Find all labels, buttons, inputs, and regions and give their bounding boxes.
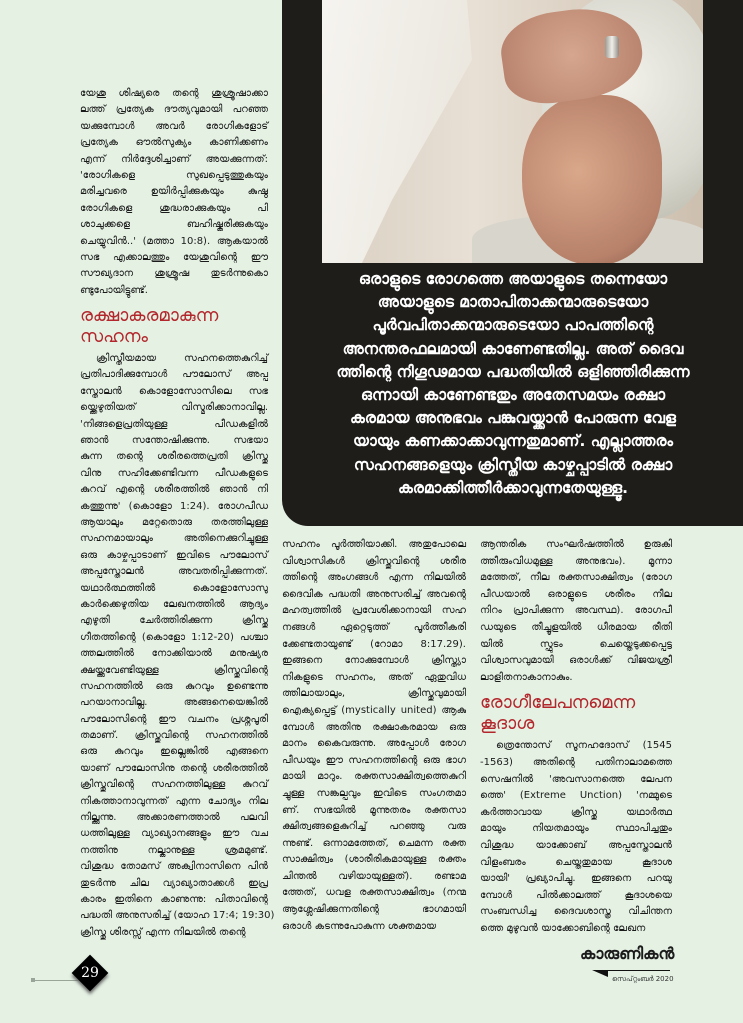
text-line: മത്തേത്, നീല രക്തസാക്ഷിത്വം (രോഗ — [480, 572, 672, 584]
text-line: ത്തെ' (Extreme Unction) 'നമ്മുടെ — [480, 790, 672, 802]
text-line: ത്തീരുംവിധമുള്ള അനുഭവം). മൂന്നാ — [480, 555, 672, 567]
text-line: യക്കുമ്പോൾ അവർ രോഗികളോട് — [80, 120, 268, 132]
text-line: പീഡയും ഈ സഹനത്തിന്റെ ഒരു ഭാഗ — [282, 754, 466, 766]
issue-date: സെപ്റ്റംബർ 2020 — [612, 975, 674, 983]
text-line: ദൈവിക പദ്ധതി അനുസരിച്ച് അവന്റെ — [282, 588, 466, 600]
text-line: ത്തിന്റെ അംഗങ്ങൾ എന്ന നിലയിൽ — [282, 572, 466, 584]
text-line: യാണ് പൗലോസിനു തന്റെ ശരീരത്തിൽ — [80, 762, 268, 774]
left-column — [80, 86, 275, 941]
heading-line: രക്ഷാകരമാകുന്ന — [80, 305, 219, 327]
text-line: സഹനം പൂർത്തിയാക്കി. അതുപോലെ — [282, 539, 466, 550]
anointing-photo — [322, 0, 703, 263]
text-line: മായി മാറും. രക്തസാക്ഷിത്വത്തെകുറി — [282, 771, 466, 783]
text-line: വിനു സഹിക്കേണ്ടിവന്ന പീഡകളുടെ — [80, 467, 268, 479]
text-line: ന്നുണ്ട്. ഒന്നാമത്തേത്, ചെമന്ന രക്ത — [282, 837, 466, 849]
quote-line: കരമാക്കിത്തീർക്കാവുന്നതേയുള്ളൂ. — [397, 478, 629, 497]
text-line: വിശുദ്ധ യാക്കോബ് അപ്പസ്തോലൻ — [480, 839, 672, 851]
quote-line: കരമായ അനുഭവം പങ്കുവയ്ക്കാൻ പോരുന്ന വേള — [350, 409, 676, 428]
text-line: 'നിങ്ങളെപ്രതിയുള്ള പീഡകളിൽ — [80, 418, 268, 430]
text-line: വിശുദ്ധ തോമസ് അക്വിനാസിനെ പിൻ — [80, 861, 268, 873]
text-line: ഒരാൾ കടന്നുപോകുന്ന ശക്തമായ — [282, 920, 437, 932]
text-line: രോഗികളെ ശുദ്ധരാക്കുകയും പി — [80, 202, 268, 214]
pull-quote — [290, 268, 736, 500]
text-line: നിറം പ്രാപിക്കുന്ന അവസ്ഥ). രോഗപീ — [480, 605, 672, 617]
quote-line: ഒരാളുടെ രോഗത്തെ അയാളുടെ തന്നെയോ — [358, 270, 668, 288]
heading-line: കൂദാശ — [480, 713, 535, 735]
text-line: യഥാർത്ഥത്തിൽ കൊളോസോസു — [80, 582, 268, 594]
text-line: സൗഖ്യദാന ശുശ്രൂഷ തുടർന്നുകൊ — [80, 268, 268, 280]
text-line: പദ്ധതി അനുസരിച്ച് (യോഹ 17:4; 19:30) — [80, 910, 275, 922]
text-line: പീഡയാൽ ഒരാളുടെ ശരീരം നീല — [480, 588, 672, 600]
quote-line: ത്തിന്റെ നിഗൂഢമായ പദ്ധതിയിൽ ഒളിഞ്ഞിരിക്കുന്ന — [336, 362, 690, 381]
left-intro — [80, 86, 268, 299]
text-line: ആയാലും മറ്റേതൊരു തരത്തിലുള്ള — [80, 516, 268, 528]
text-line: ശാചുക്കളെ ബഹിഷ്കരിക്കുകയും — [80, 219, 268, 231]
middle-body — [282, 537, 466, 935]
text-line: -1563) അതിന്റെ പതിനാലാമത്തെ — [480, 756, 672, 768]
text-line: ലത്ത് പ്രത്യേക ദൗത്യവുമായി പറഞ്ഞ — [80, 104, 268, 116]
text-line: ണ്ടുപോയിട്ടുണ്ട്. — [80, 284, 148, 296]
text-line: ഒരു കുറവും ഇല്ലെങ്കിൽ എങ്ങനെ — [80, 746, 268, 758]
page-number: 29 — [81, 965, 99, 981]
text-line: ണ്. സഭയിൽ മൂന്നുതരം രക്തസാ — [282, 804, 466, 816]
text-line: മായും നിയതമായും സ്ഥാപിച്ചതും — [480, 823, 672, 835]
text-line: ത്തെ മുഴുവൻ യാക്കോബിന്റെ ലേഖന — [480, 922, 646, 934]
quote-line: യായും കണക്കാക്കാവുന്നതുമാണ്. എല്ലാത്തരം — [353, 432, 673, 451]
text-line: ത്രെന്തോസ് സൂനഹദോസ് (1545 — [496, 740, 672, 752]
text-line: എഴുതി ചേർത്തിരിക്കുന്ന ക്രിസ്തു — [80, 615, 268, 627]
text-line: നത്തിനു നല്കാനുള്ള ശ്രമമുണ്ട്. — [80, 844, 268, 856]
text-line: കുന്ന തന്റെ ശരീരത്തെപ്രതി ക്രിസ്തു — [80, 451, 268, 463]
text-line: 'രോഗികളെ സുഖപ്പെടുത്തുകയും — [80, 169, 268, 181]
text-line: ത്തിലായാലും, ക്രിസ്തുവുമായി — [282, 688, 466, 700]
priest-robe — [322, 0, 472, 263]
text-line: ത്തേത്, ധവള രക്തസാക്ഷിത്വം (നന്മ — [282, 887, 466, 899]
text-line: പ്രതിപാദിക്കുമ്പോൾ പൗലോസ് അപ്പ — [80, 369, 268, 381]
text-line: കുറവ് എന്റെ ശരീരത്തിൽ ഞാൻ നി — [80, 484, 268, 496]
text-line: സെഷനിൽ 'അവസാനത്തെ ലേപന — [480, 773, 672, 785]
right-intro — [480, 537, 672, 686]
text-line: ക്ഷിത്വങ്ങളെകുറിച്ച് പറഞ്ഞു വരു — [282, 821, 466, 833]
text-line: കാർക്കെഴുതിയ ലേഖനത്തിൽ ആദ്യം — [80, 598, 268, 610]
ring — [605, 36, 619, 58]
text-line: സംബന്ധിച്ച ദൈവശാസ്ത്ര വിചിന്തന — [480, 906, 672, 918]
quote-line: അനന്തരഫലമായി കാണേണ്ടതില്ല. അത് ദൈവ — [342, 339, 684, 358]
text-line: ധത്തിലുള്ള വ്യാഖ്യാനങ്ങളും ഈ വച — [80, 828, 268, 840]
text-line: ഡയുടെ തീച്ചൂളയിൽ ധീരമായ രീതി — [480, 621, 672, 633]
text-line: മഹത്വത്തിൽ പ്രവേശിക്കാനായി സഹ — [282, 605, 466, 617]
text-line: മാനം കൈവരുന്നു. അപ്പോൾ രോഗ — [282, 738, 466, 750]
quote-line: അയാളുടെ മാതാപിതാക്കന്മാരുടെയോ — [377, 293, 649, 312]
text-line: നങ്ങൾ ഏറ്റെടുത്ത് പൂർത്തീകരി — [282, 621, 466, 633]
text-line: ചിന്തൽ വഴിയായുള്ളത്). രണ്ടാമ — [282, 870, 466, 882]
text-line: നികളുടെ സഹനം, അത് ഏതുവിധ — [282, 671, 466, 683]
heading-line: രോഗീലേപനമെന്ന — [480, 692, 636, 714]
text-line: വിശ്വാസികൾ ക്രിസ്തുവിന്റെ ശരീര — [282, 555, 466, 567]
text-line: വിളംബരം ചെയ്തതുമായ കൂദാശ — [480, 856, 672, 868]
middle-column — [282, 537, 466, 935]
magazine-name: കാരുണികൻ — [580, 944, 675, 963]
text-line: ആന്തരിക സംഘർഷത്തിൽ ഉരുകി — [480, 539, 672, 550]
elderly-woman-face — [522, 95, 662, 263]
text-line: സഹനമായാലും അതിനെക്കുറിച്ചുള്ള — [80, 533, 268, 545]
left-body — [80, 351, 275, 941]
text-line: ത്തലത്തിൽ നോക്കിയാൽ മനുഷ്യര — [80, 648, 268, 660]
right-column — [480, 537, 672, 937]
text-line: നികത്താനാവുന്നത് എന്ന ചോദ്യം നില — [80, 795, 268, 807]
section-heading-anointing-sacrament — [480, 692, 672, 734]
text-line: ഇങ്ങനെ നോക്കുമ്പോൾ ക്രിസ്ത്യാ — [282, 655, 466, 667]
quote-line: സഹനങ്ങളെയും ക്രിസ്തീയ കാഴ്ചപ്പാടിൽ രക്ഷാ — [353, 455, 673, 474]
text-line: ചെയ്യുവിൻ..' (മത്താ 10:8). ആകയാൽ — [80, 235, 268, 247]
text-line: ക്ഷയ്ക്കുവേണ്ടിയുള്ള ക്രിസ്തുവിന്റെ — [80, 664, 268, 676]
quote-line: ഒന്നായി കാണേണ്ടതും അതേസമയം രക്ഷാ — [360, 385, 666, 404]
text-line: പൗലോസിന്റെ ഈ വചനം പ്രശ്നപൂരി — [80, 713, 268, 725]
page-line — [33, 980, 79, 981]
text-line: സഹനത്തിൽ ഒരു കുറവും ഉണ്ടെന്നു — [80, 680, 268, 692]
text-line: മ്പോൾ അതിനു രക്ഷാകരമായ ഒരു — [282, 721, 466, 733]
text-line: ഗീതത്തിന്റെ (കൊളോ 1:12-20) പശ്ചാ — [80, 631, 268, 643]
footer-rule — [600, 970, 670, 971]
text-line: ആശ്ലേഷിക്കുന്നതിന്റെ ഭാഗമായി — [282, 904, 466, 916]
text-line: പ്രത്യേക ഔൽസുക്യം കാണിക്കണം — [80, 137, 268, 149]
text-line: സഭ എക്കാലത്തും യേശുവിന്റെ ഈ — [80, 251, 268, 263]
text-line: നില്ക്കുന്നു. അക്കാരണത്താൽ പലവി — [80, 812, 268, 824]
text-line: തമാണ്. ക്രിസ്തുവിന്റെ സഹനത്തിൽ — [80, 730, 268, 742]
text-line: മ്പോൾ പിൽക്കാലത്ത് കൂദാശയെ — [480, 889, 672, 901]
section-heading-redemptive-suffering — [80, 305, 268, 347]
text-line: ഞാൻ സന്തോഷിക്കുന്നു. സഭയാ — [80, 435, 268, 447]
text-line: യേശു ശിഷ്യരെ തന്റെ ശുശ്രൂഷാക്കാ — [80, 88, 268, 99]
text-line: ച്ചുള്ള സങ്കല്പവും ഇവിടെ സംഗതമാ — [282, 787, 466, 799]
footer-triangle — [592, 970, 608, 977]
text-line: സ്തോലൻ കൊളോസോസിലെ സഭ — [80, 385, 268, 397]
text-line: കാരം ഇതിനെ കാണുന്നു: പിതാവിന്റെ — [80, 893, 268, 905]
text-line: യ്ക്കെഴുതിയത് വിസ്മരിക്കാനാവില്ല. — [80, 402, 268, 414]
text-line: ഒരു കാഴ്ചപ്പാടാണ് ഇവിടെ പൗലോസ് — [80, 549, 268, 561]
text-line: ക്കേണ്ടതായുണ്ട് (റോമാ 8:17.29). — [282, 638, 466, 650]
text-line: യിൽ സ്ഫുടം ചെയ്തെടുക്കപ്പെട്ട — [480, 638, 672, 650]
text-line: ക്രിസ്തു ശിരസ്സ് എന്ന നിലയിൽ തന്റെ — [80, 926, 246, 938]
text-line: ലാളിതനാകാനാകും. — [480, 671, 573, 683]
text-line: കത്തുന്നു' (കൊളോ 1:24). രോഗപീഡ — [80, 500, 268, 512]
quote-line: പൂർവപിതാക്കന്മാരുടെയോ പാപത്തിന്റെ — [372, 316, 654, 335]
text-line: ക്രിസ്തീയമായ സഹനത്തെകുറിച്ച് — [96, 353, 268, 365]
text-line: ക്രിസ്തുവിന്റെ സഹനത്തിലുള്ള കുറവ് — [80, 779, 268, 791]
heading-line: സഹനം — [80, 326, 148, 348]
text-line: സാക്ഷിത്വം (ശാരീരികമായുള്ള രക്തം — [282, 854, 466, 866]
text-line: മരിച്ചവരെ ഉയിർപ്പിക്കുകയും കുഷ്ഠ — [80, 186, 268, 198]
text-line: വിശ്വാസവുമായി ഒരാൾക്ക് വിജയശ്രീ — [480, 655, 672, 667]
text-line: അപ്പസ്തോലൻ അവതരിപ്പിക്കുന്നത്. — [80, 566, 268, 578]
text-line: പറയാനാവില്ല. അങ്ങനെയെങ്കിൽ — [80, 697, 268, 709]
text-line: ഐക്യപ്പെട്ട് (mystically united) ആകു — [282, 704, 466, 716]
text-line: യായി' പ്രഖ്യാപിച്ചു. ഇങ്ങനെ പറയു — [480, 873, 672, 885]
text-line: തുടർന്നു ചില വ്യാഖ്യാതാക്കൾ ഇപ്ര — [80, 877, 268, 889]
text-line: എന്ന് നിർദ്ദേശിച്ചാണ് അയക്കുന്നത്: — [80, 153, 268, 165]
right-body — [480, 738, 672, 937]
text-line: കർത്താവായ ക്രിസ്തു യഥാർത്ഥ — [480, 806, 672, 818]
